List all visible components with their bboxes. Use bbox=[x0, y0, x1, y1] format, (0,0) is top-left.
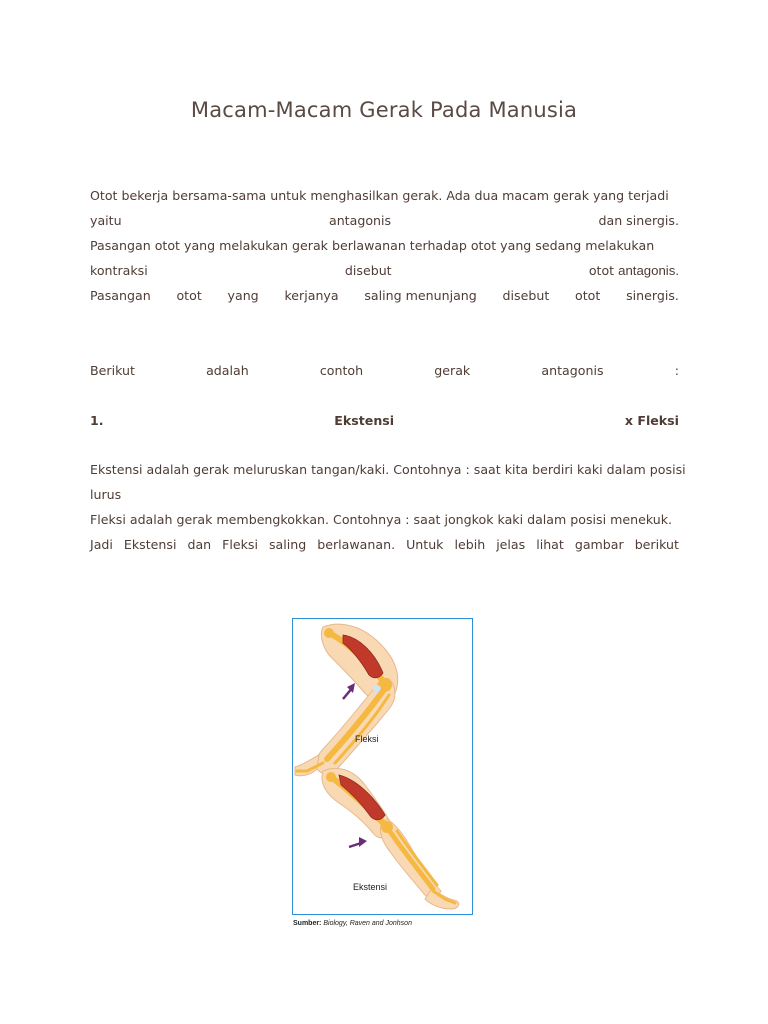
paragraph-2-line-2 bbox=[90, 261, 679, 281]
word: saling bbox=[268, 537, 307, 552]
word: otot bbox=[176, 288, 202, 303]
word: Berikut bbox=[90, 363, 135, 378]
word: sinergis. bbox=[626, 288, 679, 303]
word: jelas bbox=[496, 537, 526, 552]
paragraph-2-line-1: Pasangan otot yang melakukan gerak berlawanan terhadap otot yang sedang melakukan bbox=[90, 238, 655, 253]
caption-source: Biology, Raven and Jonhson bbox=[323, 920, 412, 927]
word: Fleksi bbox=[222, 537, 258, 552]
paragraph-1-line-1: Otot bekerja bersama-sama untuk menghasilkan gerak. Ada dua macam gerak yang terjadi bbox=[90, 188, 669, 203]
word: antagonis. bbox=[618, 263, 679, 278]
paragraph-5-line-2: lurus bbox=[90, 487, 122, 502]
word: berikut bbox=[634, 537, 679, 552]
word: : bbox=[674, 363, 679, 378]
word-group bbox=[589, 261, 679, 281]
word: dan sinergis. bbox=[598, 213, 679, 228]
paragraph-4-line-1 bbox=[90, 361, 679, 381]
word: Pasangan bbox=[90, 288, 151, 303]
word: yang bbox=[227, 288, 259, 303]
heading-number: 1. bbox=[90, 413, 104, 428]
leg-illustration bbox=[293, 619, 471, 913]
heading-word: x Fleksi bbox=[624, 413, 679, 428]
word: antagonis bbox=[541, 363, 604, 378]
caption-prefix: Sumber: bbox=[293, 920, 322, 927]
section-heading-1 bbox=[90, 411, 679, 431]
word: otot bbox=[575, 288, 601, 303]
word: kerjanya bbox=[284, 288, 339, 303]
word: Untuk bbox=[406, 537, 444, 552]
fleksi-leg-illustration bbox=[295, 624, 398, 776]
word: kontraksi bbox=[90, 263, 148, 278]
word: lebih bbox=[454, 537, 486, 552]
leg-illustration-figure bbox=[292, 618, 473, 915]
heading-word: Ekstensi bbox=[334, 413, 395, 428]
figure-caption bbox=[293, 920, 412, 927]
word: berlawanan. bbox=[317, 537, 396, 552]
word: Jadi bbox=[90, 537, 113, 552]
word: dan bbox=[187, 537, 212, 552]
word: saling menunjang bbox=[364, 288, 477, 303]
ekstensi-leg-illustration bbox=[322, 768, 459, 909]
paragraph-1-line-2 bbox=[90, 211, 679, 231]
word: yaitu bbox=[90, 213, 122, 228]
word: adalah bbox=[206, 363, 249, 378]
word: gambar bbox=[574, 537, 624, 552]
ekstensi-label: Ekstensi bbox=[353, 882, 388, 892]
paragraph-5-line-4 bbox=[90, 535, 679, 555]
word: disebut bbox=[344, 263, 392, 278]
word: gerak bbox=[434, 363, 471, 378]
word: disebut bbox=[502, 288, 550, 303]
fleksi-label: Fleksi bbox=[355, 734, 379, 744]
page-title: Macam-Macam Gerak Pada Manusia bbox=[190, 98, 578, 122]
word: antagonis bbox=[328, 213, 392, 228]
paragraph-5-line-3: Fleksi adalah gerak membengkokkan. Contohnya : saat jongkok kaki dalam posisi menekuk. bbox=[90, 512, 673, 527]
paragraph-3-line-1 bbox=[90, 286, 679, 306]
word: Ekstensi bbox=[123, 537, 177, 552]
word: otot bbox=[588, 263, 615, 278]
word: lihat bbox=[536, 537, 564, 552]
paragraph-5-line-1: Ekstensi adalah gerak meluruskan tangan/kaki. Contohnya : saat kita berdiri kaki dalam posisi bbox=[90, 462, 686, 477]
word: contoh bbox=[319, 363, 364, 378]
